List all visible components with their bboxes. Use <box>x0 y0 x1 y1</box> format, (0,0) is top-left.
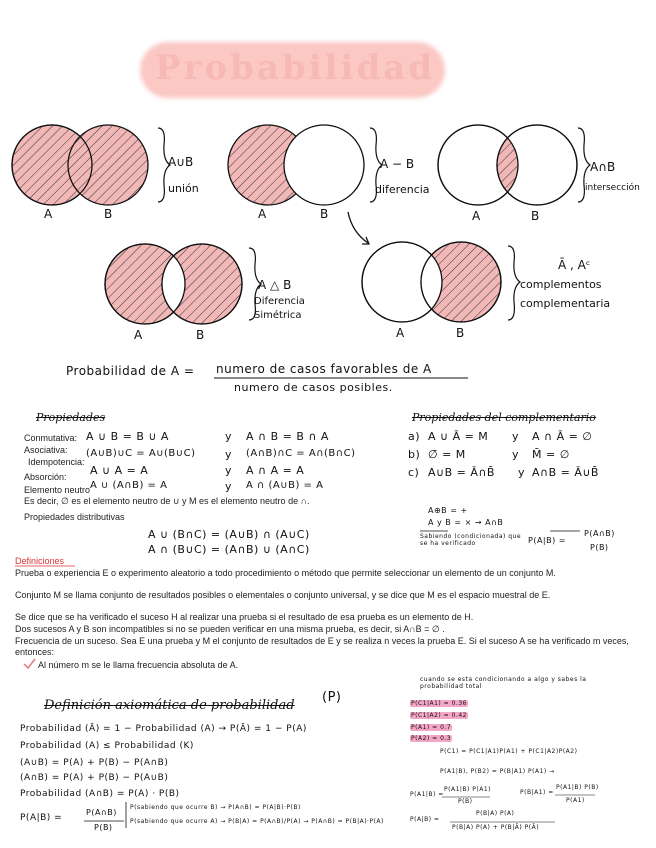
absorcion-1: A ∪ (A∩B) = A <box>90 480 168 491</box>
cp-note-formula-lhs: P(A|B) = <box>528 536 566 545</box>
bayes-total: P(C1) = P(C1|A1)P(A1) + P(C1|A2)P(A2) <box>440 748 578 755</box>
arrow-icon <box>348 212 368 243</box>
difference-label-b: B <box>320 207 329 221</box>
prob-formula-denominator: numero de casos posibles. <box>234 381 393 394</box>
idempotencia-2: A ∩ A = A <box>246 464 305 477</box>
bayes-f2-num: P(A1|B) P(B) <box>556 784 599 791</box>
axiomatic-line-4: (A∩B) = P(A) + P(B) − P(A∪B) <box>20 773 169 783</box>
bayes-f3-lhs: P(A|B) = <box>410 816 440 823</box>
bayes-r1 <box>410 700 468 707</box>
bayes-cond: P(A1|B), P(B2) = P(B|A1) P(A1) → <box>440 768 555 775</box>
symmetric-notation: A △ B <box>258 278 292 292</box>
bayes-f2-lhs: P(B|A1) = <box>520 789 554 796</box>
page-title: Probabilidad <box>154 48 436 88</box>
bayes-f3-den: P(B|A) P(A) + P(B|Ā) P(Ā) <box>452 824 540 831</box>
intersection-notation: A∩B <box>590 160 616 174</box>
cp-a-2: A ∩ Ā = ∅ <box>532 430 593 443</box>
bayes-r3-text: P(A1) = 0.7 <box>411 724 452 731</box>
venn-intersection <box>438 125 590 205</box>
definition-1: Prueba o experiencia E o experimento aleatorio a todo procedimiento o método que permite seleccionar un elemento de un conjunto M. <box>15 568 556 578</box>
conmutativa-label: Conmutativa: <box>24 433 78 443</box>
cp-b-1: ∅̄ = M <box>428 448 466 461</box>
cp-b-y: y <box>512 448 520 461</box>
bayes-r4 <box>410 735 452 742</box>
axiomatic-line-5: Probabilidad (A∩B) = P(A) · P(B) <box>20 789 180 799</box>
bayes-r4-text: P(A2) = 0.3 <box>411 735 452 742</box>
difference-name: diferencia <box>375 183 430 196</box>
idempotencia-y: y <box>225 464 233 477</box>
axiomatic-l6-r2: P(sabiendo que ocurre A) → P(B|A) = P(A∩B)/P(A) → P(A∩B) = P(B|A)·P(A) <box>130 818 384 825</box>
definition-6: Al número m se le llama frecuencia absoluta de A. <box>38 660 239 670</box>
axiomatic-l6-num: P(A∩B) <box>86 808 117 817</box>
conmutativa-y: y <box>225 430 233 443</box>
axiomatic-l6-r1: P(sabiendo que ocurre B) → P(A∩B) = P(A|B)·P(B) <box>130 804 301 811</box>
bayes-f1-lhs: P(A1|B) = <box>410 791 444 798</box>
bayes-f2-den: P(A1) <box>566 797 585 804</box>
cp-a-y: y <box>512 430 520 443</box>
axiomatic-line-2: Probabilidad (A) ≤ Probabilidad (K) <box>20 741 194 751</box>
distributivas-label: Propiedades distributivas <box>24 512 125 522</box>
symmetric-name-2: Simétrica <box>254 310 302 321</box>
cp-b-2: M̄ = ∅ <box>532 448 570 461</box>
prob-formula-numerator: numero de casos favorables de A <box>216 362 432 376</box>
bayes-f1-den: P(B) <box>458 798 473 805</box>
intersection-name: intersección <box>585 183 640 193</box>
union-name: unión <box>168 182 199 195</box>
cp-a-label: a) <box>408 430 421 443</box>
distributiva-2: A ∩ (B∪C) = (A∩B) ∪ (A∩C) <box>148 543 310 556</box>
bayes-r2-text: P(C1|A2) = 0.42 <box>411 712 467 719</box>
asociativa-2: (A∩B)∩C = A∩(B∩C) <box>246 448 356 459</box>
venn-complement <box>362 242 520 322</box>
absorcion-2: A ∩ (A∪B) = A <box>246 480 324 491</box>
bayes-r3 <box>410 724 452 731</box>
asociativa-label: Asociativa: <box>24 445 68 455</box>
cp-c-y: y <box>518 466 526 479</box>
complement-name-2: complementaria <box>520 297 611 310</box>
venn-union <box>12 125 170 205</box>
absorcion-y: y <box>225 480 233 493</box>
complement-notation: Ā , Aᶜ <box>558 258 591 272</box>
union-notation: A∪B <box>168 155 194 169</box>
idempotencia-label: Idempotencia: <box>28 457 85 467</box>
intersection-label-b: B <box>531 209 540 223</box>
symmetric-label-b: B <box>196 328 205 342</box>
union-label-b: B <box>104 207 113 221</box>
venn-difference <box>228 125 382 205</box>
complement-label-b: B <box>456 326 465 340</box>
absorcion-label: Absorción: <box>24 472 67 482</box>
neutro-label: Elemento neutro <box>24 485 91 495</box>
symmetric-label-a: A <box>134 328 143 342</box>
definition-2: Conjunto M se llama conjunto de resultados posibles o elementales o conjunto universal, y se dice que M es el espacio muestral de E. <box>15 590 551 600</box>
cp-c-label: c) <box>408 466 420 479</box>
cp-a-1: A ∪ Ā = M <box>428 430 489 443</box>
axiomatic-heading: Definición axiomática de probabilidad <box>44 698 295 713</box>
symmetric-name-1: Diferencia <box>254 296 305 307</box>
properties-heading: Propiedades <box>36 411 106 424</box>
bayes-r1-text: P(C1|A1) = 0.36 <box>411 700 467 707</box>
axiomatic-line-1: Probabilidad (Ā) = 1 − Probabilidad (A) → P(Ā) = 1 − P(A) <box>20 724 307 734</box>
venn-symmetric-difference <box>105 244 261 324</box>
asociativa-1: (A∪B)∪C = A∪(B∪C) <box>86 448 196 459</box>
complement-label-a: A <box>396 326 405 340</box>
cp-c-1: A∪B = Ā∩B̄ <box>428 466 495 479</box>
cp-note-3: Sabiendo (condicionada) que se ha verificado <box>420 533 522 547</box>
cp-c-2: A∩B = Ā∪B̄ <box>532 466 599 479</box>
bayes-r2 <box>410 712 468 719</box>
conmutativa-2: A ∩ B = B ∩ A <box>246 430 329 443</box>
definition-3: Se dice que se ha verificado el suceso H al realizar una prueba si el resultado de esa prueba es un elemento de H. <box>15 612 474 622</box>
union-label-a: A <box>44 207 53 221</box>
definition-5: Frecuencia de un suceso. Sea E una prueba y M el conjunto de resultados de E y se realiza n veces la prueba E. Si el suceso A se ha verificado m veces, entonces: <box>15 636 629 657</box>
definition-4: Dos sucesos A y B son incompatibles si no se pueden verificar en una misma prueba, es decir, si A∩B = ∅ . <box>15 624 445 634</box>
asociativa-y: y <box>225 448 233 461</box>
intersection-label-a: A <box>472 209 481 223</box>
axiomatic-p-symbol: (P) <box>322 690 342 705</box>
difference-label-a: A <box>258 207 267 221</box>
cp-note-2: A y B = × → A∩B <box>428 518 504 527</box>
complement-name-1: complementos <box>520 278 602 291</box>
bayes-f3-num: P(B|A) P(A) <box>476 810 515 817</box>
conmutativa-1: A ∪ B = B ∪ A <box>86 430 169 443</box>
cp-note-formula-den: P(B) <box>590 543 609 552</box>
bayes-f1-num: P(A1|B) P(A1) <box>444 786 491 793</box>
axiomatic-l6-den: P(B) <box>94 823 113 832</box>
complement-props-heading: Propiedades del complementario <box>412 411 596 424</box>
check-icon <box>24 659 35 668</box>
idempotencia-1: A ∪ A = A <box>90 464 149 477</box>
definitions-heading: Definiciones <box>15 556 65 566</box>
difference-notation: A − B <box>380 157 415 171</box>
prob-formula-lhs: Probabilidad de A = <box>66 364 195 378</box>
axiomatic-l6-lhs: P(A|B) = <box>20 813 63 823</box>
axiomatic-line-3: (A∪B) = P(A) + P(B) − P(A∩B) <box>20 758 169 768</box>
cp-note-formula-num: P(A∩B) <box>584 529 615 538</box>
neutro-text: Es decir, ∅ es el elemento neutro de ∪ y M es el elemento neutro de ∩. <box>24 496 310 506</box>
cp-b-label: b) <box>408 448 421 461</box>
distributiva-1: A ∪ (B∩C) = (A∪B) ∩ (A∪C) <box>148 528 310 541</box>
bayes-note: cuando se esta condicionando a algo y sabes la probabilidad total <box>420 676 587 690</box>
cp-note-1: A⊕B = + <box>428 506 468 515</box>
